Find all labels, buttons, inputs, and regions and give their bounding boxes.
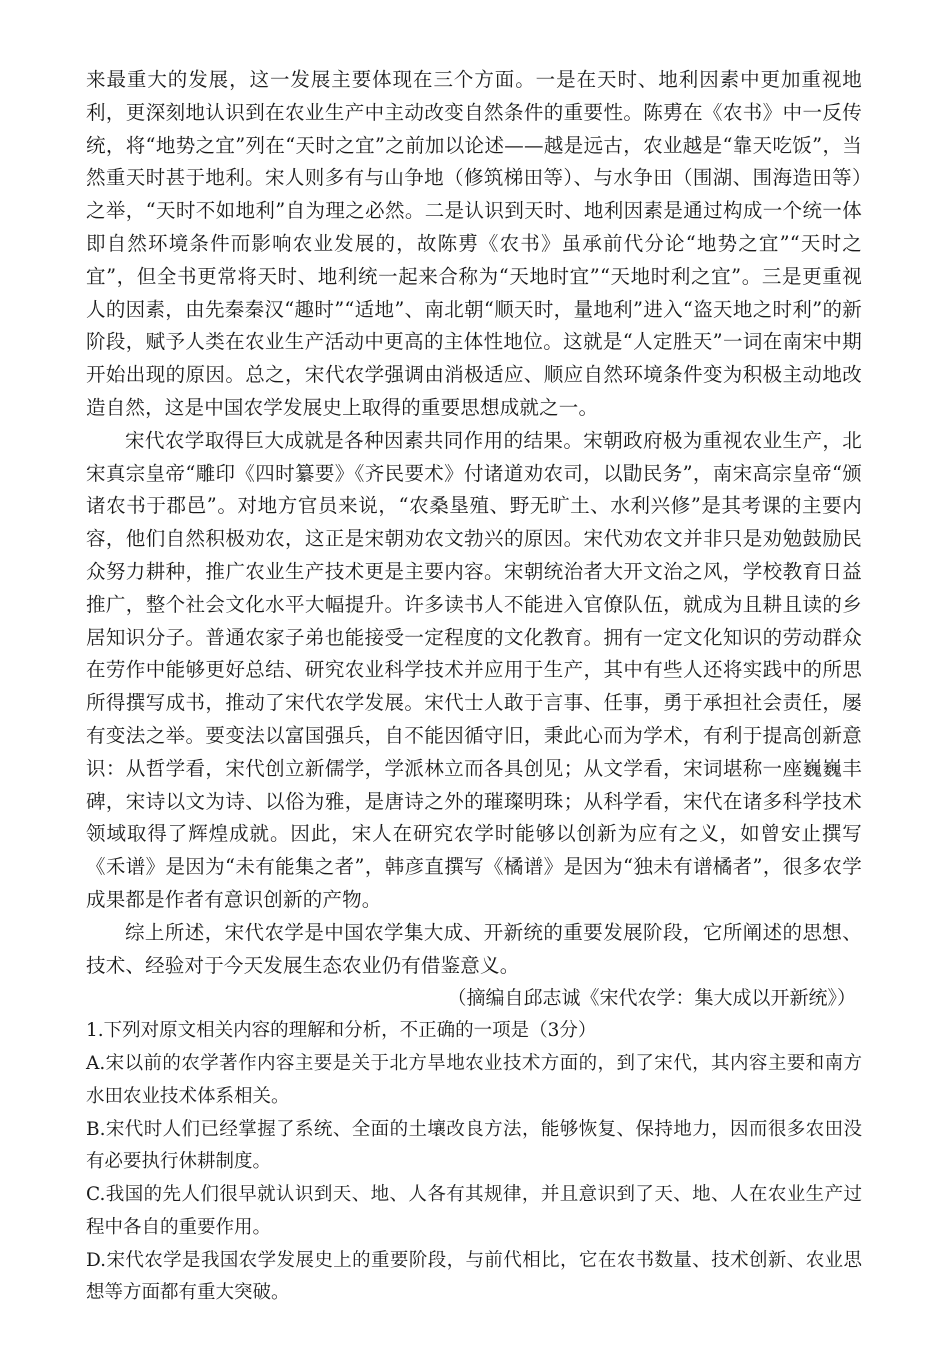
question-option-a: A.宋以前的农学著作内容主要是关于北方旱地农业技术方面的，到了宋代，其内容主要和南方水田农业技术体系相关。 [86, 1052, 862, 1107]
passage-paragraph-3: 综上所述，宋代农学是中国农学集大成、开新统的重要发展阶段，它所阐述的思想、技术、经验对于今天发展生态农业仍有借鉴意义。 [86, 920, 862, 977]
question-option-c: C.我国的先人们很早就认识到天、地、人各有其规律，并且意识到了天、地、人在农业生产过程中各自的重要作用。 [86, 1184, 862, 1238]
question-stem: 1.下列对原文相关内容的理解和分析，不正确的一项是（3分） [86, 1020, 597, 1042]
document-page [86, 64, 862, 1310]
passage-source: （摘编自邱志诚《宋代农学：集大成以开新统》） [447, 987, 856, 1010]
passage-paragraph-2: 宋代农学取得巨大成就是各种因素共同作用的结果。宋朝政府极为重视农业生产，北宋真宗皇帝“雕印《四时纂要》《齐民要术》付诸道劝农司，以勖民务”，南宋高宗皇帝“颁诸农书于郡邑”。对地方官员来说，“农桑垦殖、野无旷土、水利兴修”是其考课的主要内容，他们自然积极劝农，这正是宋朝劝农文勃兴的原因。宋代劝农文并非只是劝勉鼓励民众努力耕种，推广农业生产技术更是主要内容。宋朝统治者大开文治之风，学校教育日益推广，整个社会文化水平大幅提升。许多读书人不能进入官僚队伍，就成为且耕且读的乡居知识分子。普通农家子弟也能接受一定程度的文化教育。拥有一定文化知识的劳动群众在劳作中能够更好总结、研究农业科学技术并应用于生产，其中有些人还将实践中的所思所得撰写成书，推动了宋代农学发展。宋代士人敢于言事、任事，勇于承担社会责任，屡有变法之举。要变法以富国强兵，自不能因循守旧，秉此心而为学术，有利于提高创新意识：从哲学看，宋代创立新儒学，学派林立而各具创见；从文学看，宋词堪称一座巍巍丰碑，宋诗以文为诗、以俗为雅，是唐诗之外的璀璨明珠；从科学看，宋代在诸多科学技术领域取得了辉煌成就。因此，宋人在研究农学时能够以创新为应有之义，如曾安止撰写《禾谱》是因为“未有能集之者”，韩彦直撰写《橘谱》是因为“独未有谱橘者”，很多农学成果都是作者有意识创新的产物。 [86, 428, 862, 911]
question-option-b: B.宋代时人们已经掌握了系统、全面的土壤改良方法，能够恢复、保持地力，因而很多农田没有必要执行休耕制度。 [86, 1118, 862, 1173]
question-option-d: D.宋代农学是我国农学发展史上的重要阶段，与前代相比，它在农书数量、技术创新、农业思想等方面都有重大突破。 [86, 1249, 862, 1304]
passage-paragraph-1: 来最重大的发展，这一发展主要体现在三个方面。一是在天时、地利因素中更加重视地利，更深刻地认识到在农业生产中主动改变自然条件的重要性。陈旉在《农书》中一反传统，将“地势之宜”列在“天时之宜”之前加以论述——越是远古，农业越是“靠天吃饭”，当然重天时甚于地利。宋人则多有与山争地（修筑梯田等）、与水争田（围湖、围海造田等）之举，“天时不如地利”自为理之必然。二是认识到天时、地利因素是通过构成一个统一体即自然环境条件而影响农业发展的，故陈旉《农书》虽承前代分论“地势之宜”“天时之宜”，但全书更常将天时、地利统一起来合称为“天地时宜”“天地时利之宜”。三是更重视人的因素，由先秦秦汉“趣时”“适地”、南北朝“顺天时，量地利”进入“盗天地之时利”的新阶段，赋予人类在农业生产活动中更高的主体性地位。这就是“人定胜天”一词在南宋中期开始出现的原因。总之，宋代农学强调由消极适应、顺应自然环境条件变为积极主动地改造自然，这是中国农学发展史上取得的重要思想成就之一。 [86, 68, 862, 419]
